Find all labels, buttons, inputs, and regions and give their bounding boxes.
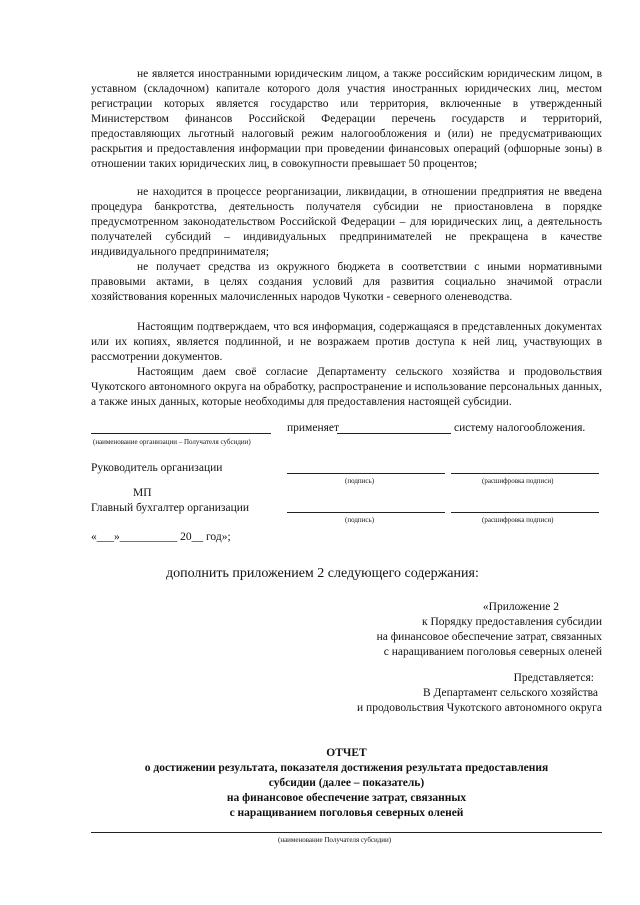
head-decode-line bbox=[451, 473, 599, 474]
head-label: Руководитель организации bbox=[91, 462, 223, 474]
supplement-intro: дополнить приложением 2 следующего содержания: bbox=[166, 566, 479, 581]
addressee-line: В Департамент сельского хозяйства bbox=[422, 687, 598, 699]
tax-system-label: систему налогообложения. bbox=[454, 422, 586, 434]
applies-label: применяет bbox=[287, 422, 340, 434]
paragraph-data-consent: Настоящим даем своё согласие Департаменту сельского хозяйства и продовольствия Чукотского автономного округа на обработку, распространение и использование персональных данных, а также иных данных, которые необходимы для предоставления настоящей субсидии. bbox=[91, 366, 602, 408]
organization-name-line bbox=[91, 433, 271, 434]
addressee-block bbox=[357, 671, 602, 716]
report-title-block bbox=[91, 746, 602, 821]
appendix-line: с наращиванием поголовья северных оленей bbox=[383, 646, 602, 658]
report-subtitle-line: о достижении результата, показателя достижения результата предоставления bbox=[144, 762, 549, 774]
accountant-label: Главный бухгалтер организации bbox=[91, 502, 250, 514]
tax-system-line bbox=[337, 433, 451, 434]
stamp-label: МП bbox=[133, 487, 152, 499]
head-signature-line bbox=[287, 473, 445, 474]
appendix-line: «Приложение 2 bbox=[482, 601, 559, 613]
head-decode-caption: (расшифровка подписи) bbox=[482, 477, 554, 485]
report-subtitle-line: на финансовое обеспечение затрат, связанных bbox=[226, 792, 467, 804]
accountant-signature-caption: (подпись) bbox=[345, 516, 375, 524]
accountant-decode-caption: (расшифровка подписи) bbox=[482, 516, 554, 524]
report-title: ОТЧЕТ bbox=[326, 747, 367, 759]
appendix-header bbox=[377, 600, 602, 660]
report-subtitle-line: субсидии (далее – показатель) bbox=[268, 777, 425, 789]
head-signature-caption: (подпись) bbox=[345, 477, 375, 485]
addressee-line: Представляется: bbox=[513, 672, 594, 684]
recipient-name-caption: (наименование Получателя субсидии) bbox=[278, 836, 392, 844]
date-line: «___»__________ 20__ год»; bbox=[91, 531, 231, 543]
paragraph-information-confirm: Настоящим подтверждаем, что вся информация, содержащаяся в представленных документах или их копиях, является подлинной, и не возражаем против доступа к ней лиц, участвующих в рассмотрении документов. bbox=[91, 321, 602, 363]
paragraph-reorganization: не находится в процессе реорганизации, ликвидации, в отношении предприятия не введена процедура банкротства, деятельность получателя субсидии не приостановлена в порядке предусмотренном законодательством Российской Федерации – для юридических лиц, а деятельность получателей субсидий – индивидуальных предпринимателей не прекращена в качестве индивидуального предпринимателя; bbox=[91, 186, 602, 258]
appendix-line: на финансовое обеспечение затрат, связанных bbox=[376, 631, 602, 643]
accountant-signature-line bbox=[287, 512, 445, 513]
recipient-name-line bbox=[91, 832, 602, 833]
paragraph-foreign-entity: не является иностранными юридическим лицом, а также российским юридическим лицом, в уставном (складочном) капитале которого доля участия иностранных юридических лиц, местом регистрации которых является государство или территория, включенные в утвержденный Министерством финансов Российской Федерации перечень государств и территорий, предоставляющих льготный налоговый режим налогообложения и (или) не предусматривающих раскрытия и предоставления информации при проведении финансовых операций (офшорные зоны) в отношении таких юридических лиц, в совокупности превышает 50 процентов; bbox=[91, 68, 602, 170]
organization-name-caption: (наименование организации – Получателя субсидии) bbox=[93, 438, 251, 446]
report-subtitle-line: с наращиванием поголовья северных оленей bbox=[229, 807, 464, 819]
addressee-line: и продовольствия Чукотского автономного округа bbox=[357, 702, 602, 714]
appendix-line: к Порядку предоставления субсидии bbox=[422, 616, 602, 628]
accountant-decode-line bbox=[451, 512, 599, 513]
paragraph-budget-funds: не получает средства из окружного бюджета в соответствии с иными нормативными правовыми актами, в целях создания условий для развития социально значимой отрасли хозяйствования коренных малочисленных народов Чукотки - северного оленеводства. bbox=[91, 261, 602, 303]
